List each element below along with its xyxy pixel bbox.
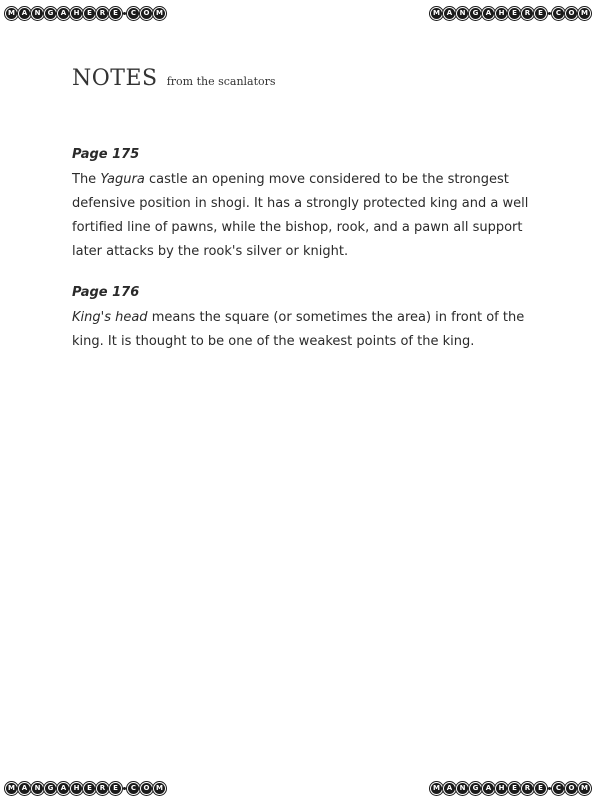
watermark-letter: G — [45, 783, 56, 794]
watermark-letter: H — [496, 8, 507, 19]
watermark-letter: O — [566, 8, 577, 19]
watermark-letter: R — [97, 8, 108, 19]
watermark-letter: H — [71, 783, 82, 794]
watermark-letter: C — [128, 8, 139, 19]
watermark-letter: N — [32, 8, 43, 19]
watermark-letter: R — [522, 8, 533, 19]
watermark-top-right — [431, 8, 590, 19]
watermark-letter: C — [553, 783, 564, 794]
note-term: Yagura — [100, 172, 145, 187]
note-text: The — [72, 172, 101, 187]
page-heading — [72, 66, 276, 91]
note-text: castle an opening move considered to be the strongest defensive position in shogi. It has a strongly protected king and a well fortified line of pawns, while the bishop, rook, and a pawn all support later attacks by the rook's silver or knight. — [72, 172, 529, 259]
watermark-letter: E — [110, 783, 121, 794]
watermark-letter: A — [483, 783, 494, 794]
watermark-letter: E — [509, 8, 520, 19]
watermark-dot — [123, 12, 126, 15]
heading-title: NOTES — [72, 66, 158, 91]
watermark-letter: N — [457, 783, 468, 794]
watermark-letter: E — [84, 8, 95, 19]
note-term: King's head — [72, 310, 148, 325]
watermark-letter: O — [141, 783, 152, 794]
watermark-letter: A — [444, 8, 455, 19]
watermark-letter: A — [444, 783, 455, 794]
watermark-letter: M — [154, 783, 165, 794]
note-body — [72, 168, 542, 264]
watermark-letter: E — [110, 8, 121, 19]
watermark-letter: N — [457, 8, 468, 19]
watermark-bottom-right — [431, 783, 590, 794]
watermark-letter: M — [6, 8, 17, 19]
watermark-letter: R — [97, 783, 108, 794]
watermark-dot — [548, 787, 551, 790]
note-page-176 — [72, 285, 542, 354]
watermark-letter: M — [431, 8, 442, 19]
watermark-letter: G — [470, 783, 481, 794]
watermark-letter: E — [509, 783, 520, 794]
watermark-letter: E — [535, 8, 546, 19]
heading-subtitle: from the scanlators — [166, 75, 276, 88]
watermark-letter: A — [19, 8, 30, 19]
watermark-top-left — [6, 8, 165, 19]
watermark-letter: M — [6, 783, 17, 794]
watermark-letter: G — [470, 8, 481, 19]
watermark-letter: A — [58, 783, 69, 794]
watermark-letter: R — [522, 783, 533, 794]
watermark-letter: H — [71, 8, 82, 19]
watermark-letter: A — [58, 8, 69, 19]
watermark-letter: H — [496, 783, 507, 794]
watermark-bottom-left — [6, 783, 165, 794]
watermark-letter: M — [431, 783, 442, 794]
note-title: Page 175 — [72, 147, 140, 162]
watermark-letter: O — [566, 783, 577, 794]
watermark-dot — [548, 12, 551, 15]
watermark-letter: M — [154, 8, 165, 19]
watermark-letter: A — [483, 8, 494, 19]
watermark-letter: A — [19, 783, 30, 794]
watermark-letter: M — [579, 8, 590, 19]
note-text: means the square (or sometimes the area) in front of the king. It is thought to be one of the weakest points of the king. — [72, 310, 525, 349]
watermark-letter: C — [128, 783, 139, 794]
watermark-letter: N — [32, 783, 43, 794]
watermark-letter: M — [579, 783, 590, 794]
watermark-letter: G — [45, 8, 56, 19]
note-body — [72, 306, 542, 354]
watermark-letter: E — [535, 783, 546, 794]
note-title: Page 176 — [72, 285, 140, 300]
watermark-letter: C — [553, 8, 564, 19]
watermark-letter: O — [141, 8, 152, 19]
watermark-dot — [123, 787, 126, 790]
note-page-175 — [72, 147, 542, 264]
watermark-letter: E — [84, 783, 95, 794]
